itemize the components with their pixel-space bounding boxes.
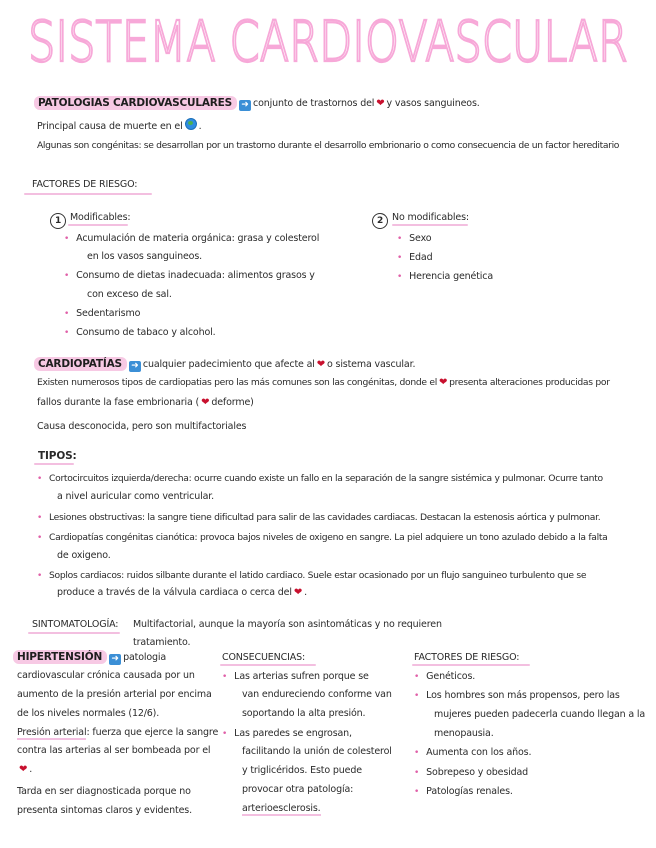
hipertension-line2: cardiovascular crónica causada por un (17, 670, 195, 681)
anatomical-heart-icon: ❤ (438, 377, 448, 388)
hipertension-heading: HIPERTENSIÓN (13, 650, 107, 664)
factores2-item-2-l2: mujeres pueden padecerla cuando llegan a la (434, 709, 646, 720)
sintomatologia-underline (28, 632, 120, 634)
consecuencias-item-1: • Las arterias sufren porque se (222, 671, 369, 682)
factores2-item-2: • Los hombres son más propensos, pero las (414, 690, 620, 701)
sintomatologia-text1: Multifactorial, aunque la mayoría son asintomáticas y no requieren (133, 619, 442, 630)
factores2-item-3: • Aumenta con los años. (414, 747, 532, 758)
factores2-item-4: • Sobrepeso y obesidad (414, 767, 529, 778)
cardiopatias-line2: Existen numerosos tipos de cardiopatias pero las más comunes son las congénitas, donde el ❤ presenta alteraciones producidas por (37, 377, 610, 388)
anatomical-heart-icon: ❤ (201, 397, 210, 408)
cardiopatias-line4: Causa desconocida, pero son multifactoriales (37, 421, 247, 432)
hipertension-tail1: Tarda en ser diagnosticada porque no (17, 786, 191, 797)
hipertension-title-row: HIPERTENSIÓN ➜ patologia (13, 651, 166, 665)
hipertension-line4: de los niveles normales (12/6). (17, 708, 160, 719)
modificables-underline (68, 224, 128, 226)
consecuencias-item-2-l4: provocar otra patología: (242, 784, 354, 795)
cardiopatias-line3: fallos durante la fase embrionaria ( ❤ deforme) (37, 397, 254, 408)
factores2-underline (412, 664, 530, 666)
factores-heading: FACTORES DE RIESGO: (32, 179, 138, 190)
anatomical-heart-icon: ❤ (316, 359, 325, 370)
anatomical-heart-icon: ❤ (293, 587, 303, 598)
factores2-item-1: • Genéticos. (414, 671, 476, 682)
factores2-item-2-l3: menopausia. (434, 728, 494, 739)
no-modificables-underline (392, 224, 468, 226)
sintomatologia-label: SINTOMATOLOGÍA: (32, 619, 119, 630)
nomod-item-2: • Edad (397, 252, 433, 263)
consecuencias-item-2-l2: facilitando la unión de colesterol (242, 746, 392, 757)
right-arrow-icon: ➜ (239, 100, 251, 111)
factores2-item-5: • Patologías renales. (414, 786, 513, 797)
consecuencias-item-2-l3: y triglicéridos. Esto puede (242, 765, 362, 776)
consecuencias-item-1-l3: soportando la alta presión. (242, 708, 366, 719)
mod-item-2: • Consumo de dietas inadecuada: alimentos grasos y (64, 270, 315, 281)
patologias-line2: Principal causa de muerte en el . (37, 118, 201, 133)
hipertension-tail2: presenta sintomas claros y evidentes. (17, 805, 192, 816)
tipos-item-4-cont: produce a través de la válvula cardiaca o cerca del ❤ . (57, 587, 307, 598)
cardiopatias-heading: CARDIOPATÍAS (34, 357, 127, 371)
anatomical-heart-icon: ❤ (19, 764, 28, 775)
mod-item-3: • Sedentarismo (64, 308, 141, 319)
presion-heart: ❤ . (19, 764, 33, 775)
tipos-underline (34, 463, 74, 465)
page-title (18, 6, 638, 72)
consecuencias-item-2-l5: arterioesclerosis. (242, 803, 321, 814)
right-arrow-icon: ➜ (129, 361, 141, 372)
tipos-item-3-cont: de oxigeno. (57, 550, 111, 561)
presion-arterial-line: Presión arterial: fuerza que ejerce la sangre (17, 727, 219, 738)
presion-arterial-line2: contra las arterias al ser bombeada por el (17, 745, 211, 756)
number-two-badge: 2 (372, 213, 388, 229)
consecuencias-item-1-l2: van endureciendo conforme van (242, 689, 392, 700)
patologias-line3: Algunas son congénitas: se desarrollan por un trastorno durante el desarrollo embrionario o como consecuencia de un factor hereditario (37, 140, 620, 151)
sintomatologia-text2: tratamiento. (133, 637, 191, 648)
anatomical-heart-icon: ❤ (376, 98, 385, 109)
mod-item-2-cont: con exceso de sal. (87, 289, 172, 300)
mod-item-4: • Consumo de tabaco y alcohol. (64, 327, 216, 338)
tipos-item-1: • Cortocircuitos izquierda/derecha: ocurre cuando existe un fallo en la separación de la sangre sistémica y pulmonar. Ocurre tanto (37, 473, 603, 484)
right-arrow-icon: ➜ (109, 654, 121, 665)
consecuencias-item-2: • Las paredes se engrosan, (222, 728, 352, 739)
tipos-item-4: • Soplos cardiacos: ruidos silbante durante el latido cardiaco. Suele estar ocasionado por un flujo sanguineo turbulento que se (37, 570, 587, 581)
tipos-heading: TIPOS: (38, 450, 77, 462)
number-one-badge: 1 (50, 213, 66, 229)
page-title-text: SISTEMA CARDIOVASCULAR (28, 10, 628, 72)
patologias-heading: PATOLOGIAS CARDIOVASCULARES (34, 96, 237, 110)
modificables-header: 1 Modificables: (50, 211, 130, 229)
consecuencias-heading: CONSECUENCIAS: (222, 652, 306, 663)
patologias-definition: PATOLOGIAS CARDIOVASCULARES ➜ conjunto de trastornos del ❤ y vasos sanguineos. (34, 97, 480, 111)
factores2-heading: FACTORES DE RIESGO: (414, 652, 520, 663)
no-modificables-header: 2 No modificables: (372, 211, 469, 229)
tipos-item-3: • Cardiopatías congénitas cianótica: provoca bajos niveles de oxigeno en sangre. La piel adquiere un tono azulado debido a la falta (37, 532, 608, 543)
tipos-item-1-cont: a nivel auricular como ventricular. (57, 491, 215, 502)
mod-item-1-cont: en los vasos sanguineos. (87, 251, 203, 262)
factores-underline (24, 193, 152, 195)
nomod-item-1: • Sexo (397, 233, 432, 244)
mod-item-1: • Acumulación de materia orgánica: grasa y colesterol (64, 233, 320, 244)
cardiopatias-definition: CARDIOPATÍAS ➜ cualquier padecimiento que afecte al ❤ o sistema vascular. (34, 358, 415, 372)
globe-icon (185, 118, 197, 130)
hipertension-line3: aumento de la presión arterial por encima (17, 689, 212, 700)
tipos-item-2: • Lesiones obstructivas: la sangre tiene dificultad para salir de las cavidades cardiacas. Destacan la estenosis aórtica y pulmonar. (37, 512, 601, 523)
consecuencias-underline (220, 664, 316, 666)
nomod-item-3: • Herencia genética (397, 271, 494, 282)
